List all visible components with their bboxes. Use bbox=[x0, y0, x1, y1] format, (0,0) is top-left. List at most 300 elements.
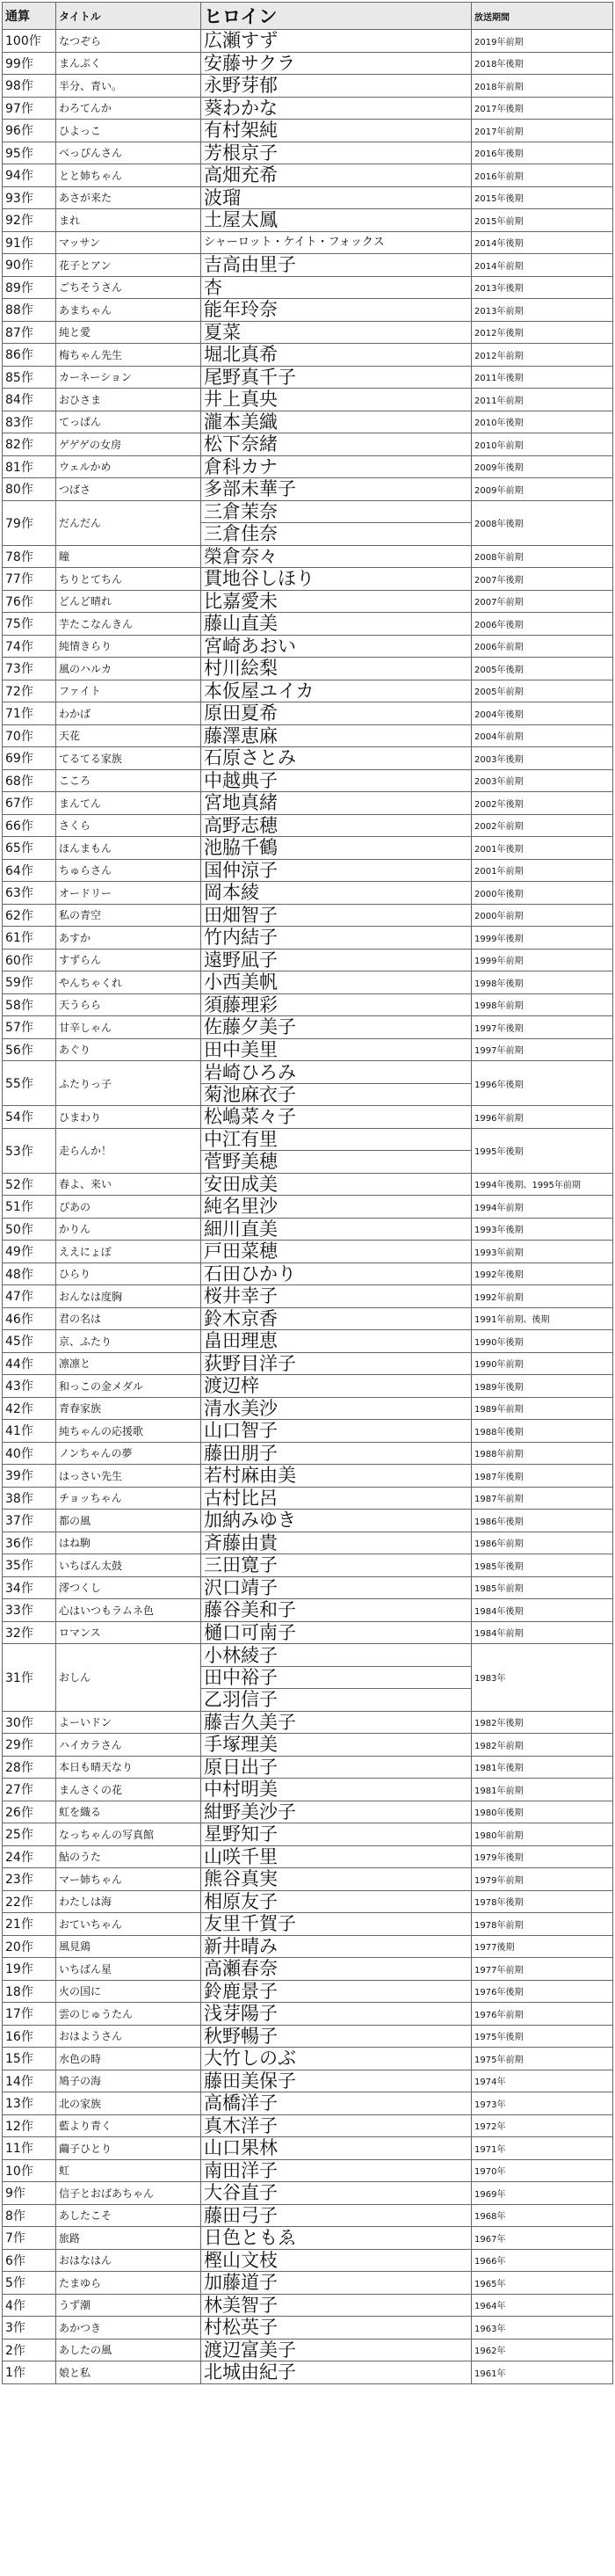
table-row bbox=[3, 904, 613, 927]
heroine-name: 日色ともゑ bbox=[204, 2227, 296, 2249]
table-row bbox=[3, 1599, 613, 1622]
cell-period: 2013年後期 bbox=[472, 276, 613, 299]
cell-num: 29作 bbox=[3, 1734, 56, 1757]
cell-title: まんぷく bbox=[56, 52, 201, 75]
table-row bbox=[3, 2048, 613, 2070]
cell-num: 56作 bbox=[3, 1038, 56, 1061]
heroine-name: 真木洋子 bbox=[204, 2114, 278, 2136]
heroine-name: 葵わかな bbox=[204, 97, 278, 119]
cell-heroine bbox=[201, 75, 472, 98]
cell-heroine bbox=[201, 1285, 472, 1308]
cell-period: 2000年後期 bbox=[472, 882, 613, 905]
cell-period: 1968年 bbox=[472, 2204, 613, 2227]
cell-period: 1982年前期 bbox=[472, 1734, 613, 1757]
cell-period: 2003年前期 bbox=[472, 769, 613, 792]
cell-heroine bbox=[201, 2048, 472, 2070]
cell-num: 90作 bbox=[3, 254, 56, 277]
cell-title: まんてん bbox=[56, 792, 201, 815]
table-row bbox=[3, 1061, 613, 1106]
cell-heroine bbox=[201, 635, 472, 658]
heroine-name: 大谷直子 bbox=[204, 2182, 278, 2204]
heroine-name: 樋口可南子 bbox=[204, 1621, 296, 1643]
cell-period: 1988年前期 bbox=[472, 1442, 613, 1465]
heroine-name: 竹内結子 bbox=[204, 927, 278, 949]
cell-heroine bbox=[201, 1510, 472, 1532]
heroine-name: 芳根京子 bbox=[204, 142, 278, 164]
cell-title: 和っこの金メダル bbox=[56, 1375, 201, 1398]
cell-num: 7作 bbox=[3, 2227, 56, 2250]
table-row bbox=[3, 1016, 613, 1039]
table-row bbox=[3, 837, 613, 860]
cell-num: 10作 bbox=[3, 2159, 56, 2182]
table-row bbox=[3, 1510, 613, 1532]
cell-heroine bbox=[201, 1734, 472, 1757]
cell-title: つばさ bbox=[56, 478, 201, 501]
cell-heroine bbox=[201, 837, 472, 860]
cell-num: 33作 bbox=[3, 1599, 56, 1622]
cell-title: 春よ、来い bbox=[56, 1173, 201, 1196]
cell-heroine bbox=[201, 1779, 472, 1801]
heroine-name: 若村麻由美 bbox=[204, 1465, 296, 1487]
cell-num: 34作 bbox=[3, 1576, 56, 1599]
cell-heroine bbox=[201, 814, 472, 837]
cell-heroine bbox=[201, 1307, 472, 1330]
cell-period: 1987年後期 bbox=[472, 1465, 613, 1488]
cell-heroine bbox=[201, 500, 472, 545]
heroine-name: 岡本綾 bbox=[204, 882, 259, 904]
cell-period: 1994年後期、1995年前期 bbox=[472, 1173, 613, 1196]
cell-period: 1982年後期 bbox=[472, 1711, 613, 1734]
heroine-name: 池脇千鶴 bbox=[204, 837, 278, 859]
cell-title: ええにょぼ bbox=[56, 1241, 201, 1263]
table-row bbox=[3, 993, 613, 1016]
cell-title: ほんまもん bbox=[56, 837, 201, 860]
table-row bbox=[3, 1935, 613, 1958]
heroine-name: 三倉茉奈 bbox=[204, 501, 278, 522]
cell-num: 91作 bbox=[3, 231, 56, 254]
cell-num: 20作 bbox=[3, 1935, 56, 1958]
cell-num: 62作 bbox=[3, 904, 56, 927]
table-row bbox=[3, 411, 613, 433]
cell-num: 26作 bbox=[3, 1801, 56, 1823]
table-row bbox=[3, 1307, 613, 1330]
table-row bbox=[3, 2114, 613, 2137]
heroine-name: 高野志穂 bbox=[204, 814, 278, 836]
cell-period: 2016年後期 bbox=[472, 142, 613, 164]
cell-num: 76作 bbox=[3, 590, 56, 613]
cell-period: 2018年後期 bbox=[472, 52, 613, 75]
table-row bbox=[3, 882, 613, 905]
heroine-name: 夏菜 bbox=[204, 321, 241, 343]
cell-heroine bbox=[201, 142, 472, 164]
cell-period: 1980年前期 bbox=[472, 1823, 613, 1846]
cell-heroine bbox=[201, 389, 472, 411]
heroine-table bbox=[2, 2, 613, 2384]
cell-heroine bbox=[201, 859, 472, 882]
cell-title: 天花 bbox=[56, 724, 201, 747]
heroine-name: 高畑充希 bbox=[204, 164, 278, 186]
heroine-name: 石原さとみ bbox=[204, 747, 296, 769]
cell-heroine bbox=[201, 882, 472, 905]
cell-title: 風のハルカ bbox=[56, 658, 201, 680]
heroine-name: 松嶋菜々子 bbox=[204, 1106, 296, 1128]
cell-title: てっぱん bbox=[56, 411, 201, 433]
table-row bbox=[3, 2294, 613, 2317]
heroine-name: 山口智子 bbox=[204, 1420, 278, 1442]
table-row bbox=[3, 478, 613, 501]
cell-num: 12作 bbox=[3, 2114, 56, 2137]
cell-num: 73作 bbox=[3, 658, 56, 680]
cell-period: 1989年後期 bbox=[472, 1375, 613, 1398]
heroine-name: 沢口靖子 bbox=[204, 1576, 278, 1598]
cell-heroine bbox=[201, 2361, 472, 2384]
table-row bbox=[3, 1128, 613, 1173]
cell-period: 2007年前期 bbox=[472, 590, 613, 613]
cell-period: 2000年前期 bbox=[472, 904, 613, 927]
cell-period: 1976年前期 bbox=[472, 2003, 613, 2026]
cell-num: 96作 bbox=[3, 120, 56, 142]
cell-heroine bbox=[201, 433, 472, 456]
cell-heroine bbox=[201, 1263, 472, 1285]
heroine-name: 原日出子 bbox=[204, 1756, 278, 1778]
heroine-name: 桜井幸子 bbox=[204, 1285, 278, 1307]
cell-heroine bbox=[201, 1845, 472, 1868]
cell-period: 1998年後期 bbox=[472, 971, 613, 994]
heroine-name: 井上真央 bbox=[204, 389, 278, 411]
cell-heroine bbox=[201, 1868, 472, 1891]
cell-title: いちばん太鼓 bbox=[56, 1554, 201, 1577]
table-row bbox=[3, 1711, 613, 1734]
cell-title: 瞳 bbox=[56, 545, 201, 568]
cell-period: 1990年後期 bbox=[472, 1330, 613, 1353]
heroine-name: 田中美里 bbox=[204, 1038, 278, 1060]
cell-period: 1989年前期 bbox=[472, 1397, 613, 1420]
table-row bbox=[3, 2159, 613, 2182]
cell-heroine bbox=[201, 478, 472, 501]
heroine-name: 堀北真希 bbox=[204, 344, 278, 366]
table-row bbox=[3, 186, 613, 209]
cell-num: 35作 bbox=[3, 1554, 56, 1577]
cell-title: まれ bbox=[56, 209, 201, 232]
cell-period: 1965年 bbox=[472, 2272, 613, 2295]
cell-period: 2015年後期 bbox=[472, 186, 613, 209]
cell-period: 1978年前期 bbox=[472, 1913, 613, 1936]
heroine-name: 星野知子 bbox=[204, 1823, 278, 1845]
cell-period: 1978年後期 bbox=[472, 1890, 613, 1913]
cell-period: 2012年後期 bbox=[472, 321, 613, 344]
cell-heroine bbox=[201, 590, 472, 613]
cell-heroine bbox=[201, 1756, 472, 1779]
cell-title: 水色の時 bbox=[56, 2048, 201, 2070]
cell-period: 1970年 bbox=[472, 2159, 613, 2182]
table-row bbox=[3, 769, 613, 792]
cell-title: わかば bbox=[56, 702, 201, 725]
cell-title: 火の国に bbox=[56, 1980, 201, 2003]
table-row bbox=[3, 1263, 613, 1285]
heroine-name: 岩崎ひろみ bbox=[204, 1061, 296, 1083]
cell-title: ゲゲゲの女房 bbox=[56, 433, 201, 456]
cell-num: 83作 bbox=[3, 411, 56, 433]
table-row bbox=[3, 1868, 613, 1891]
cell-heroine bbox=[201, 2272, 472, 2295]
heroine-name: 本仮屋ユイカ bbox=[204, 680, 315, 702]
table-row bbox=[3, 1420, 613, 1443]
cell-heroine bbox=[201, 366, 472, 389]
cell-heroine bbox=[201, 1038, 472, 1061]
cell-period: 2008年後期 bbox=[472, 500, 613, 545]
cell-title: あかつき bbox=[56, 2317, 201, 2340]
cell-num: 87作 bbox=[3, 321, 56, 344]
cell-num: 57作 bbox=[3, 1016, 56, 1039]
cell-title: 虹 bbox=[56, 2159, 201, 2182]
cell-num: 72作 bbox=[3, 680, 56, 702]
table-row bbox=[3, 1465, 613, 1488]
cell-num: 47作 bbox=[3, 1285, 56, 1308]
cell-period: 1987年前期 bbox=[472, 1487, 613, 1510]
cell-heroine bbox=[201, 2137, 472, 2160]
cell-num: 9作 bbox=[3, 2182, 56, 2205]
heroine-name: 貫地谷しほり bbox=[204, 568, 315, 590]
cell-heroine bbox=[201, 1644, 472, 1712]
cell-heroine bbox=[201, 1375, 472, 1398]
heroine-name: 加藤道子 bbox=[204, 2272, 278, 2294]
table-row bbox=[3, 344, 613, 367]
cell-heroine bbox=[201, 769, 472, 792]
cell-heroine bbox=[201, 1599, 472, 1622]
table-row bbox=[3, 2092, 613, 2115]
cell-title: チョッちゃん bbox=[56, 1487, 201, 1510]
heroine-name: 畠田理恵 bbox=[204, 1330, 278, 1352]
cell-title: ちゅらさん bbox=[56, 859, 201, 882]
cell-num: 6作 bbox=[3, 2249, 56, 2272]
cell-period: 1981年後期 bbox=[472, 1756, 613, 1779]
cell-title: ちりとてちん bbox=[56, 568, 201, 591]
table-row bbox=[3, 433, 613, 456]
cell-title: べっぴんさん bbox=[56, 142, 201, 164]
table-row bbox=[3, 613, 613, 636]
cell-title: 北の家族 bbox=[56, 2092, 201, 2115]
cell-heroine bbox=[201, 2092, 472, 2115]
cell-title: 鳩子の海 bbox=[56, 2070, 201, 2092]
cell-heroine bbox=[201, 1106, 472, 1129]
cell-title: おんなは度胸 bbox=[56, 1285, 201, 1308]
cell-title: おしん bbox=[56, 1644, 201, 1712]
cell-num: 74作 bbox=[3, 635, 56, 658]
heroine-name: 手塚理美 bbox=[204, 1734, 278, 1756]
heroine-name: 多部未華子 bbox=[204, 478, 296, 500]
cell-heroine bbox=[201, 52, 472, 75]
cell-period: 2001年前期 bbox=[472, 859, 613, 882]
cell-num: 1作 bbox=[3, 2361, 56, 2384]
cell-period: 1979年前期 bbox=[472, 1868, 613, 1891]
table-row bbox=[3, 590, 613, 613]
cell-title: 純情きらり bbox=[56, 635, 201, 658]
heroine-name: 友里千賀子 bbox=[204, 1913, 296, 1935]
cell-heroine bbox=[201, 1532, 472, 1554]
cell-num: 88作 bbox=[3, 299, 56, 322]
cell-heroine bbox=[201, 1958, 472, 1981]
header-heroine: ヒロイン bbox=[201, 3, 472, 30]
cell-title: 虹を織る bbox=[56, 1801, 201, 1823]
cell-title: よーいドン bbox=[56, 1711, 201, 1734]
table-row bbox=[3, 747, 613, 770]
heroine-name: 村松英子 bbox=[204, 2317, 278, 2339]
cell-title: ロマンス bbox=[56, 1621, 201, 1644]
table-row bbox=[3, 1218, 613, 1241]
cell-heroine bbox=[201, 702, 472, 725]
cell-num: 19作 bbox=[3, 1958, 56, 1981]
cell-heroine bbox=[201, 1576, 472, 1599]
table-row bbox=[3, 366, 613, 389]
cell-title: カーネーション bbox=[56, 366, 201, 389]
table-row bbox=[3, 1173, 613, 1196]
cell-num: 40作 bbox=[3, 1442, 56, 1465]
heroine-name: 三倉佳奈 bbox=[201, 522, 471, 544]
heroine-name: 榮倉奈々 bbox=[204, 545, 278, 567]
cell-title: あまちゃん bbox=[56, 299, 201, 322]
table-row bbox=[3, 2317, 613, 2340]
cell-period: 1975年前期 bbox=[472, 2048, 613, 2070]
cell-num: 70作 bbox=[3, 724, 56, 747]
table-row bbox=[3, 680, 613, 702]
table-row bbox=[3, 2227, 613, 2250]
cell-num: 36作 bbox=[3, 1532, 56, 1554]
table-row bbox=[3, 254, 613, 277]
cell-title: おていちゃん bbox=[56, 1913, 201, 1936]
heroine-name: 安田成美 bbox=[204, 1173, 278, 1195]
cell-num: 2作 bbox=[3, 2339, 56, 2361]
cell-period: 1996年後期 bbox=[472, 1061, 613, 1106]
heroine-name: 宮地真緒 bbox=[204, 792, 278, 814]
heroine-name: 熊谷真実 bbox=[204, 1868, 278, 1890]
cell-heroine bbox=[201, 1554, 472, 1577]
cell-num: 30作 bbox=[3, 1711, 56, 1734]
cell-period: 1966年 bbox=[472, 2249, 613, 2272]
cell-heroine bbox=[201, 1397, 472, 1420]
table-row bbox=[3, 1554, 613, 1577]
cell-period: 1963年 bbox=[472, 2317, 613, 2340]
cell-heroine bbox=[201, 1061, 472, 1106]
cell-period: 1991年前期、後期 bbox=[472, 1307, 613, 1330]
cell-period: 2015年前期 bbox=[472, 209, 613, 232]
cell-num: 100作 bbox=[3, 30, 56, 53]
heroine-name: 土屋太鳳 bbox=[204, 209, 278, 231]
cell-period: 1983年 bbox=[472, 1644, 613, 1712]
cell-title: 繭子ひとり bbox=[56, 2137, 201, 2160]
table-row bbox=[3, 209, 613, 232]
cell-title: どんど晴れ bbox=[56, 590, 201, 613]
table-row bbox=[3, 2339, 613, 2361]
table-row bbox=[3, 2025, 613, 2048]
heroine-name: 渡辺富美子 bbox=[204, 2339, 296, 2361]
heroine-name: 北城由紀子 bbox=[204, 2361, 296, 2383]
cell-period: 1999年前期 bbox=[472, 949, 613, 971]
cell-heroine bbox=[201, 1173, 472, 1196]
table-row bbox=[3, 1442, 613, 1465]
cell-title: おはようさん bbox=[56, 2025, 201, 2048]
heroine-name: 能年玲奈 bbox=[204, 299, 278, 321]
cell-num: 78作 bbox=[3, 545, 56, 568]
cell-heroine bbox=[201, 724, 472, 747]
cell-title: 藍より青く bbox=[56, 2114, 201, 2137]
cell-period: 2004年後期 bbox=[472, 702, 613, 725]
cell-title: こころ bbox=[56, 769, 201, 792]
heroine-name: 荻野目洋子 bbox=[204, 1352, 296, 1374]
cell-heroine bbox=[201, 1487, 472, 1510]
table-row bbox=[3, 321, 613, 344]
heroine-name: 宮崎あおい bbox=[204, 635, 296, 657]
cell-num: 3作 bbox=[3, 2317, 56, 2340]
cell-num: 84作 bbox=[3, 389, 56, 411]
table-row bbox=[3, 724, 613, 747]
heroine-name: 高橋洋子 bbox=[204, 2092, 278, 2114]
table-row bbox=[3, 1532, 613, 1554]
cell-period: 2016年前期 bbox=[472, 164, 613, 187]
table-row bbox=[3, 1487, 613, 1510]
table-row bbox=[3, 859, 613, 882]
cell-period: 1985年前期 bbox=[472, 1576, 613, 1599]
heroine-name: 尾野真千子 bbox=[204, 366, 296, 388]
table-row bbox=[3, 2204, 613, 2227]
cell-title: あしたの風 bbox=[56, 2339, 201, 2361]
cell-period: 2003年後期 bbox=[472, 747, 613, 770]
cell-title: はっさい先生 bbox=[56, 1465, 201, 1488]
heroine-name: 藤澤恵麻 bbox=[204, 724, 278, 746]
cell-title: おひさま bbox=[56, 389, 201, 411]
table-row bbox=[3, 2137, 613, 2160]
cell-num: 55作 bbox=[3, 1061, 56, 1106]
cell-period: 2006年前期 bbox=[472, 635, 613, 658]
cell-heroine bbox=[201, 680, 472, 702]
cell-period: 2017年後期 bbox=[472, 97, 613, 120]
cell-title: オードリー bbox=[56, 882, 201, 905]
cell-period: 1992年前期 bbox=[472, 1285, 613, 1308]
heroine-name: 藤谷美和子 bbox=[204, 1599, 296, 1621]
heroine-name: 純名里沙 bbox=[204, 1196, 278, 1218]
cell-period: 2011年後期 bbox=[472, 366, 613, 389]
cell-period: 1997年後期 bbox=[472, 1016, 613, 1039]
cell-heroine bbox=[201, 971, 472, 994]
cell-title: 走らんか！ bbox=[56, 1128, 201, 1173]
table-row bbox=[3, 164, 613, 187]
table-row bbox=[3, 927, 613, 950]
heroine-name: 原田夏希 bbox=[204, 702, 278, 724]
table-row bbox=[3, 792, 613, 815]
cell-num: 75作 bbox=[3, 613, 56, 636]
cell-heroine bbox=[201, 2182, 472, 2205]
heroine-name: 中江有里 bbox=[204, 1129, 278, 1150]
cell-heroine bbox=[201, 1352, 472, 1375]
table-row bbox=[3, 2249, 613, 2272]
heroine-name: 小林綾子 bbox=[204, 1644, 278, 1666]
cell-period: 1974年 bbox=[472, 2070, 613, 2092]
cell-num: 71作 bbox=[3, 702, 56, 725]
heroine-name: 三田寛子 bbox=[204, 1554, 278, 1576]
cell-title: はね駒 bbox=[56, 1532, 201, 1554]
heroine-name: 高瀬春奈 bbox=[204, 1958, 278, 1980]
cell-heroine bbox=[201, 344, 472, 367]
heroine-name: 秋野暢子 bbox=[204, 2025, 278, 2047]
cell-heroine bbox=[201, 792, 472, 815]
heroine-name: 須藤理彩 bbox=[204, 993, 278, 1015]
cell-heroine bbox=[201, 1801, 472, 1823]
table-row bbox=[3, 1980, 613, 2003]
cell-period: 1981年前期 bbox=[472, 1779, 613, 1801]
cell-num: 81作 bbox=[3, 455, 56, 478]
cell-period: 1999年後期 bbox=[472, 927, 613, 950]
cell-num: 16作 bbox=[3, 2025, 56, 2048]
heroine-name: 瀧本美織 bbox=[204, 411, 278, 433]
